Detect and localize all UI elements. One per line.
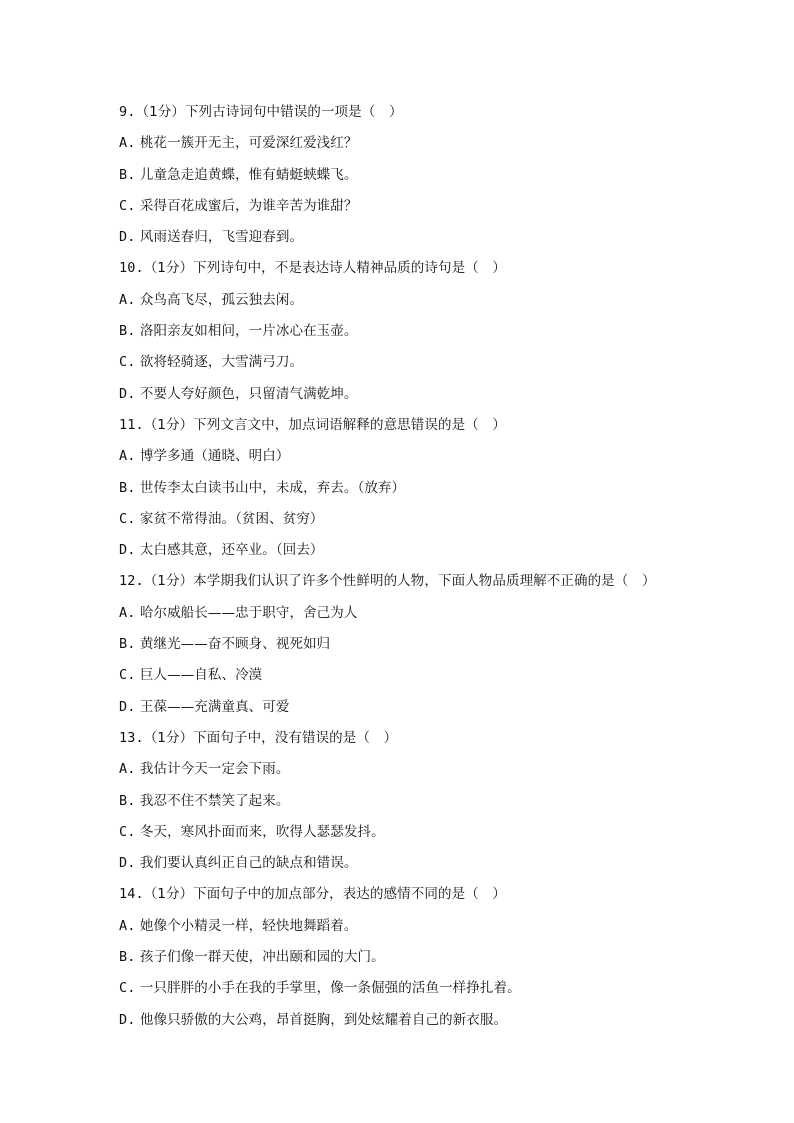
option-text: 众鸟高飞尽，孤云独去闲。: [139, 291, 304, 308]
question-10-option-a: [119, 289, 719, 320]
option-text: 他像只骄傲的大公鸡，昂首挺胸，到处炫耀着自己的新衣服。: [139, 1011, 508, 1028]
question-10-option-c: [119, 351, 719, 382]
option-letter: A.: [119, 761, 136, 778]
question-13-stem: [119, 727, 719, 758]
option-text: 她像个小精灵一样，轻快地舞蹈着。: [139, 917, 358, 934]
option-letter: D.: [119, 542, 136, 559]
question-text: （1分）下列文言文中，加点词语解释的意思错误的是（ ）: [143, 416, 506, 433]
question-text: （1分）下面句子中，没有错误的是（ ）: [143, 729, 398, 746]
option-text: 博学多通（通晓、明白）: [139, 448, 290, 465]
question-13-option-d: [119, 852, 719, 883]
option-letter: A.: [119, 135, 136, 152]
option-letter: C.: [119, 667, 136, 684]
question-10-option-b: [119, 320, 719, 351]
option-letter: C.: [119, 510, 136, 527]
question-14-option-d: [119, 1009, 719, 1040]
question-14-option-c: [119, 977, 719, 1008]
option-letter: B.: [119, 949, 136, 966]
option-letter: D.: [119, 855, 136, 872]
option-text: 太白感其意，还卒业。（回去）: [139, 542, 324, 559]
option-text: 家贫不常得油。（贫困、贫穷）: [139, 510, 324, 527]
option-letter: A.: [119, 291, 136, 308]
option-text: 哈尔威船长——忠于职守，舍己为人: [139, 604, 358, 621]
option-letter: B.: [119, 323, 136, 340]
option-text: 冬天，寒风扑面而来，吹得人瑟瑟发抖。: [139, 823, 385, 840]
question-number: 14.: [119, 886, 144, 903]
option-text: 桃花一簇开无主，可爱深红爱浅红？: [139, 135, 358, 152]
option-text: 我们要认真纠正自己的缺点和错误。: [139, 855, 358, 872]
option-letter: B.: [119, 166, 136, 183]
question-12-option-c: [119, 664, 719, 695]
question-10-option-d: [119, 383, 719, 414]
option-text: 孩子们像一群天使，冲出颐和园的大门。: [139, 949, 385, 966]
option-letter: A.: [119, 448, 136, 465]
question-list: [119, 101, 719, 1040]
question-number: 12.: [119, 573, 144, 590]
option-letter: D.: [119, 698, 136, 715]
question-11-option-a: [119, 445, 719, 476]
option-letter: C.: [119, 980, 136, 997]
question-9-option-c: [119, 195, 719, 226]
question-9-option-d: [119, 226, 719, 257]
option-letter: B.: [119, 792, 136, 809]
option-letter: D.: [119, 1011, 136, 1028]
question-text: （1分）本学期我们认识了许多个性鲜明的人物，下面人物品质理解不正确的是（ ）: [143, 573, 656, 590]
option-text: 一只胖胖的小手在我的手掌里，像一条倔强的活鱼一样挣扎着。: [139, 980, 521, 997]
question-text: （1分）下列古诗词句中错误的一项是（ ）: [135, 104, 403, 120]
option-text: 黄继光——奋不顾身、视死如归: [139, 636, 331, 653]
question-13-option-c: [119, 821, 719, 852]
option-text: 风雨送春归，飞雪迎春到。: [139, 229, 304, 246]
option-letter: B.: [119, 636, 136, 653]
question-12-option-b: [119, 633, 719, 664]
option-text: 我忍不住不禁笑了起来。: [139, 792, 290, 809]
option-text: 不要人夸好颜色，只留清气满乾坤。: [139, 385, 358, 402]
question-13-option-a: [119, 758, 719, 789]
option-letter: C.: [119, 354, 136, 371]
option-text: 世传李太白读书山中，未成，弃去。（放弃）: [139, 479, 406, 496]
option-text: 王葆——充满童真、可爱: [139, 698, 290, 715]
question-9-stem: [119, 101, 719, 132]
question-11-option-d: [119, 539, 719, 570]
question-number: 11.: [119, 416, 144, 433]
question-12-option-a: [119, 602, 719, 633]
question-text: （1分）下面句子中的加点部分，表达的感情不同的是（ ）: [143, 886, 506, 903]
question-9-option-b: [119, 164, 719, 195]
option-text: 巨人——自私、冷漠: [139, 667, 263, 684]
option-text: 我估计今天一定会下雨。: [139, 761, 290, 778]
question-10-stem: [119, 257, 719, 288]
option-letter: D.: [119, 229, 136, 246]
question-number: 9.: [119, 104, 136, 120]
question-14-stem: [119, 883, 719, 914]
question-9-option-a: [119, 132, 719, 163]
question-text: （1分）下列诗句中，不是表达诗人精神品质的诗句是（ ）: [143, 260, 506, 277]
question-number: 13.: [119, 729, 144, 746]
question-number: 10.: [119, 260, 144, 277]
question-11-option-c: [119, 508, 719, 539]
question-11-stem: [119, 414, 719, 445]
question-12-stem: [119, 570, 719, 601]
option-letter: C.: [119, 823, 136, 840]
question-14-option-a: [119, 915, 719, 946]
option-letter: B.: [119, 479, 136, 496]
option-letter: A.: [119, 917, 136, 934]
option-text: 采得百花成蜜后，为谁辛苦为谁甜？: [139, 197, 358, 214]
option-text: 欲将轻骑逐，大雪满弓刀。: [139, 354, 304, 371]
option-text: 儿童急走追黄蝶，惟有蜻蜓蛱蝶飞。: [139, 166, 358, 183]
question-12-option-d: [119, 696, 719, 727]
question-13-option-b: [119, 790, 719, 821]
option-letter: A.: [119, 604, 136, 621]
question-14-option-b: [119, 946, 719, 977]
option-letter: D.: [119, 385, 136, 402]
option-text: 洛阳亲友如相问，一片冰心在玉壶。: [139, 323, 358, 340]
option-letter: C.: [119, 197, 136, 214]
question-11-option-b: [119, 477, 719, 508]
